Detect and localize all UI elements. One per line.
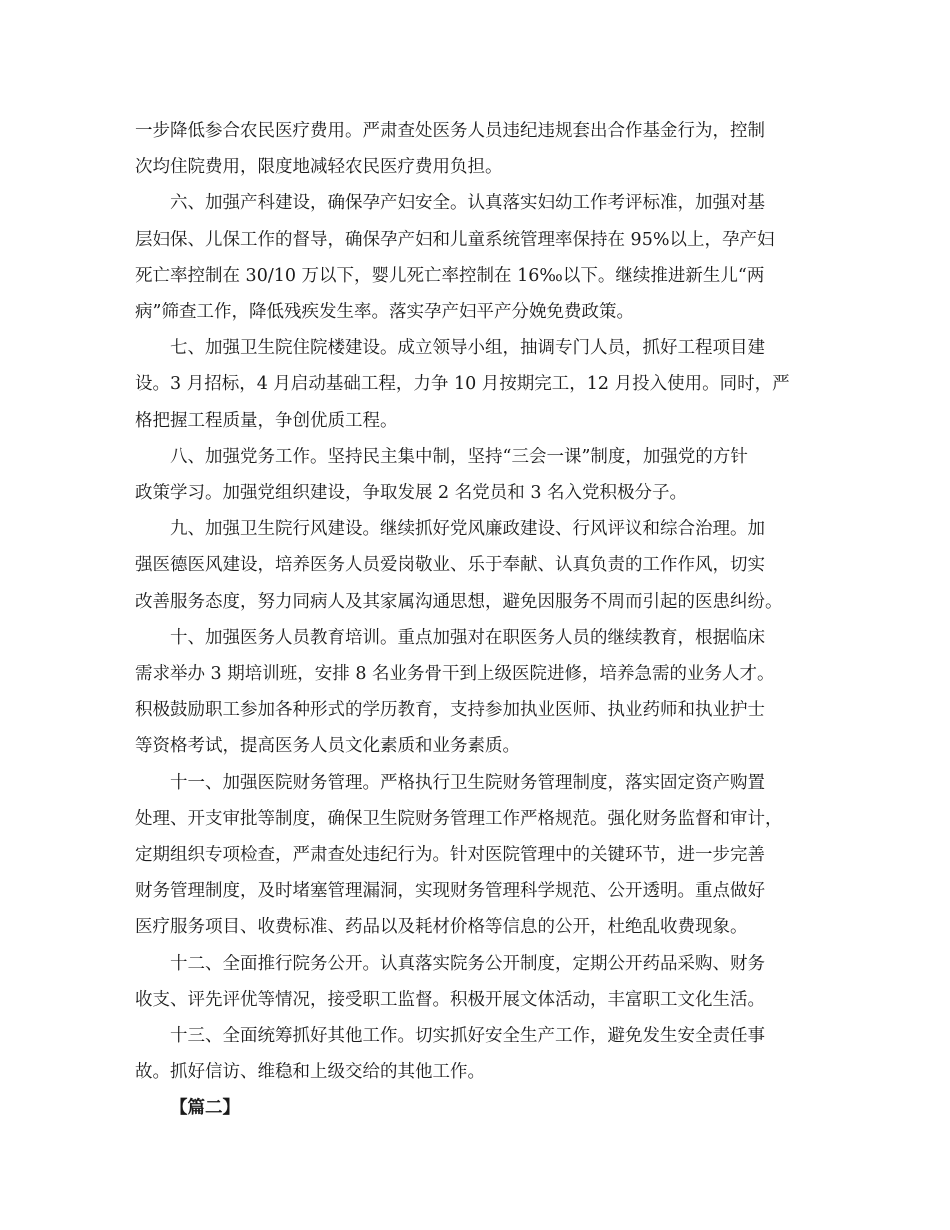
text-line: 财务管理制度，及时堵塞管理漏洞，实现财务管理科学规范、公开透明。重点做好 [135,881,765,902]
document-body [135,113,830,1090]
text-line: 格把握工程质量，争创优质工程。 [135,410,398,431]
paragraph [135,946,830,1018]
text-line: 一步降低参合农民医疗费用。严肃查处医务人员违纪违规套出合作基金行为，控制 [135,121,765,141]
text-line: 六、加强产科建设，确保孕产妇安全。认真落实妇幼工作考评标准，加强对基 [170,193,765,214]
paragraph [135,439,830,511]
paragraph [135,113,830,185]
text-line: 十二、全面推行院务公开。认真落实院务公开制度，定期公开药品采购、财务 [170,953,765,974]
text-line: 改善服务态度，努力同病人及其家属沟通思想，避免因服务不周而引起的医患纠纷。 [135,591,783,612]
text-line: 收支、评先评优等情况，接受职工监督。积极开展文体活动，丰富职工文化生活。 [135,989,765,1010]
section-heading: 【篇二】 [170,1098,240,1119]
text-line: 七、加强卫生院住院楼建设。成立领导小组，抽调专门人员，抓好工程项目建 [170,338,765,359]
text-line: 等资格考试，提高医务人员文化素质和业务素质。 [135,736,520,757]
text-line: 十三、全面统筹抓好其他工作。切实抓好安全生产工作，避免发生安全责任事 [170,1026,765,1047]
text-line: 医疗服务项目、收费标准、药品以及耗材价格等信息的公开，杜绝乱收费现象。 [135,917,748,938]
text-line: 十一、加强医院财务管理。严格执行卫生院财务管理制度，落实固定资产购置 [170,772,765,793]
text-line: 八、加强党务工作。坚持民主集中制，坚持“三会一课”制度，加强党的方针 [170,446,748,467]
paragraph [135,511,830,620]
paragraph [135,1018,830,1090]
text-line: 处理、开支审批等制度，确保卫生院财务管理工作严格规范。强化财务监督和审计， [135,808,783,829]
text-line: 故。抓好信访、维稳和上级交给的其他工作。 [135,1062,485,1083]
paragraph [135,330,830,439]
text-line: 次均住院费用，限度地减轻农民医疗费用负担。 [135,157,503,178]
text-line: 积极鼓励职工参加各种形式的学历教育，支持参加执业医师、执业药师和执业护士 [135,700,765,721]
paragraph [135,185,830,330]
text-line: 强医德医风建设，培养医务人员爱岗敬业、乐于奉献、认真负责的工作作风，切实 [135,555,765,576]
text-line: 需求举办 3 期培训班，安排 8 名业务骨干到上级医院进修，培养急需的业务人才。 [135,664,775,685]
paragraph [135,620,830,765]
text-line: 十、加强医务人员教育培训。重点加强对在职医务人员的继续教育，根据临床 [170,627,765,648]
text-line: 死亡率控制在 30/10 万以下，婴儿死亡率控制在 16‰以下。继续推进新生儿“两 [135,265,765,286]
text-line: 层妇保、儿保工作的督导，确保孕产妇和儿童系统管理率保持在 95%以上，孕产妇 [135,229,775,250]
paragraph [135,765,830,946]
text-line: 定期组织专项检查，严肃查处违纪行为。针对医院管理中的关键环节，进一步完善 [135,845,765,866]
text-line: 设。3 月招标，4 月启动基础工程，力争 10 月按期完工，12 月投入使用。同时，严 [135,374,790,395]
text-line: 政策学习。加强党组织建设，争取发展 2 名党员和 3 名入党积极分子。 [135,483,688,504]
text-line: 病”筛查工作，降低残疾发生率。落实孕产妇平产分娩免费政策。 [135,302,634,323]
text-line: 九、加强卫生院行风建设。继续抓好党风廉政建设、行风评议和综合治理。加 [170,519,765,540]
